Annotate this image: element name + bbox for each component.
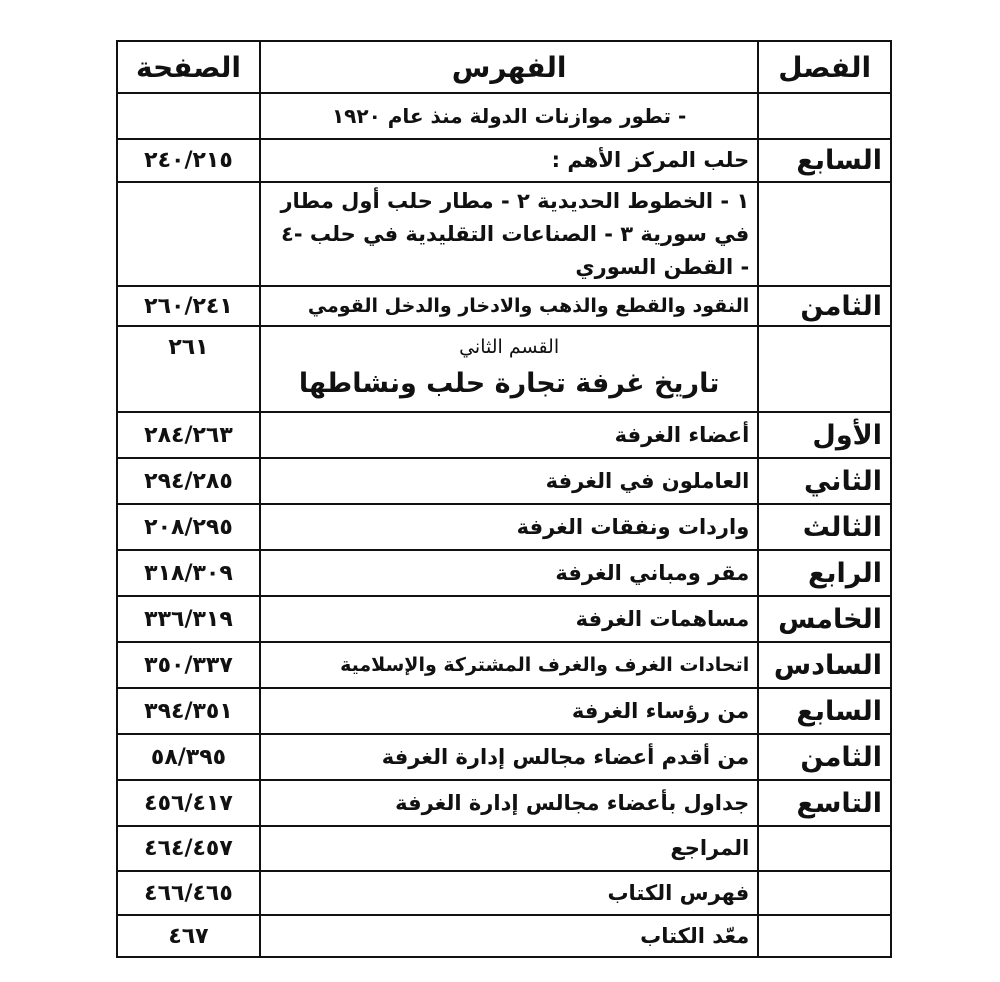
title-cell: مقر ومباني الغرفة (260, 550, 758, 596)
page-cell: ٣١٨/٣٠٩ (117, 550, 260, 596)
page-cell: ٢٨٤/٢٦٣ (117, 412, 260, 458)
page-cell: ٣٥٠/٣٣٧ (117, 642, 260, 688)
section-row (117, 326, 891, 412)
title-cell: جداول بأعضاء مجالس إدارة الغرفة (260, 780, 758, 826)
chapter-cell: السابع (758, 139, 891, 182)
toc-page (116, 40, 892, 958)
table-row (117, 550, 891, 596)
table-row (117, 458, 891, 504)
page-cell: ٢٦١ (117, 326, 260, 412)
section-title: تاريخ غرفة تجارة حلب ونشاطها (298, 368, 720, 399)
chapter-cell (758, 871, 891, 915)
title-cell: معّد الكتاب (260, 915, 758, 957)
table-row (117, 734, 891, 780)
chapter-cell (758, 915, 891, 957)
table-row (117, 182, 891, 286)
chapter-cell: الأول (758, 412, 891, 458)
page-header: الصفحة (117, 41, 260, 93)
section-label: القسم الثاني (459, 336, 560, 358)
title-cell: من أقدم أعضاء مجالس إدارة الغرفة (260, 734, 758, 780)
page-cell (117, 182, 260, 286)
title-cell: اتحادات الغرف والغرف المشتركة والإسلامية (260, 642, 758, 688)
table-row (117, 915, 891, 957)
table-row (117, 826, 891, 871)
intro-text: - تطور موازنات الدولة منذ عام ١٩٢٠ (331, 103, 687, 128)
title-cell: ١ - الخطوط الحديدية ٢ - مطار حلب أول مطار في سورية ٣ - الصناعات التقليدية في حلب -٤ - القطن السوري (260, 182, 758, 286)
chapter-cell (758, 93, 891, 139)
title-cell: فهرس الكتاب (260, 871, 758, 915)
title-cell: أعضاء الغرفة (260, 412, 758, 458)
table-row (117, 871, 891, 915)
table-row (117, 642, 891, 688)
table-row (117, 286, 891, 326)
page-cell: ٢٦٠/٢٤١ (117, 286, 260, 326)
title-cell: النقود والقطع والذهب والادخار والدخل القومي (260, 286, 758, 326)
page-cell: ٢٩٤/٢٨٥ (117, 458, 260, 504)
table-row (117, 412, 891, 458)
chapter-cell (758, 326, 891, 412)
table-row (117, 93, 891, 139)
page-cell: ٢٤٠/٢١٥ (117, 139, 260, 182)
table-row (117, 596, 891, 642)
toc-table (116, 40, 892, 958)
title-cell: واردات ونفقات الغرفة (260, 504, 758, 550)
title-header: الفهرس (260, 41, 758, 93)
chapter-header: الفصل (758, 41, 891, 93)
chapter-cell: التاسع (758, 780, 891, 826)
title-cell: العاملون في الغرفة (260, 458, 758, 504)
chapter-cell: السابع (758, 688, 891, 734)
chapter-cell: الرابع (758, 550, 891, 596)
page-cell (117, 93, 260, 139)
page-cell: ٤٦٦/٤٦٥ (117, 871, 260, 915)
table-row (117, 688, 891, 734)
title-cell: من رؤساء الغرفة (260, 688, 758, 734)
page-cell: ٤٦٤/٤٥٧ (117, 826, 260, 871)
title-cell (260, 93, 758, 139)
table-row (117, 139, 891, 182)
table-row (117, 504, 891, 550)
chapter-cell: الثاني (758, 458, 891, 504)
chapter-cell: السادس (758, 642, 891, 688)
page-cell: ٣٩٤/٣٥١ (117, 688, 260, 734)
chapter-cell: الثامن (758, 286, 891, 326)
title-cell: مساهمات الغرفة (260, 596, 758, 642)
title-cell: حلب المركز الأهم : (260, 139, 758, 182)
chapter-cell (758, 182, 891, 286)
page-cell: ٢٠٨/٢٩٥ (117, 504, 260, 550)
chapter-cell (758, 826, 891, 871)
page-cell: ٥٨/٣٩٥ (117, 734, 260, 780)
section-cell (260, 326, 758, 412)
chapter-cell: الخامس (758, 596, 891, 642)
chapter-cell: الثالث (758, 504, 891, 550)
title-cell: المراجع (260, 826, 758, 871)
page-cell: ٤٥٦/٤١٧ (117, 780, 260, 826)
page-cell: ٣٣٦/٣١٩ (117, 596, 260, 642)
header-row (117, 41, 891, 93)
chapter-cell: الثامن (758, 734, 891, 780)
table-row (117, 780, 891, 826)
page-cell: ٤٦٧ (117, 915, 260, 957)
